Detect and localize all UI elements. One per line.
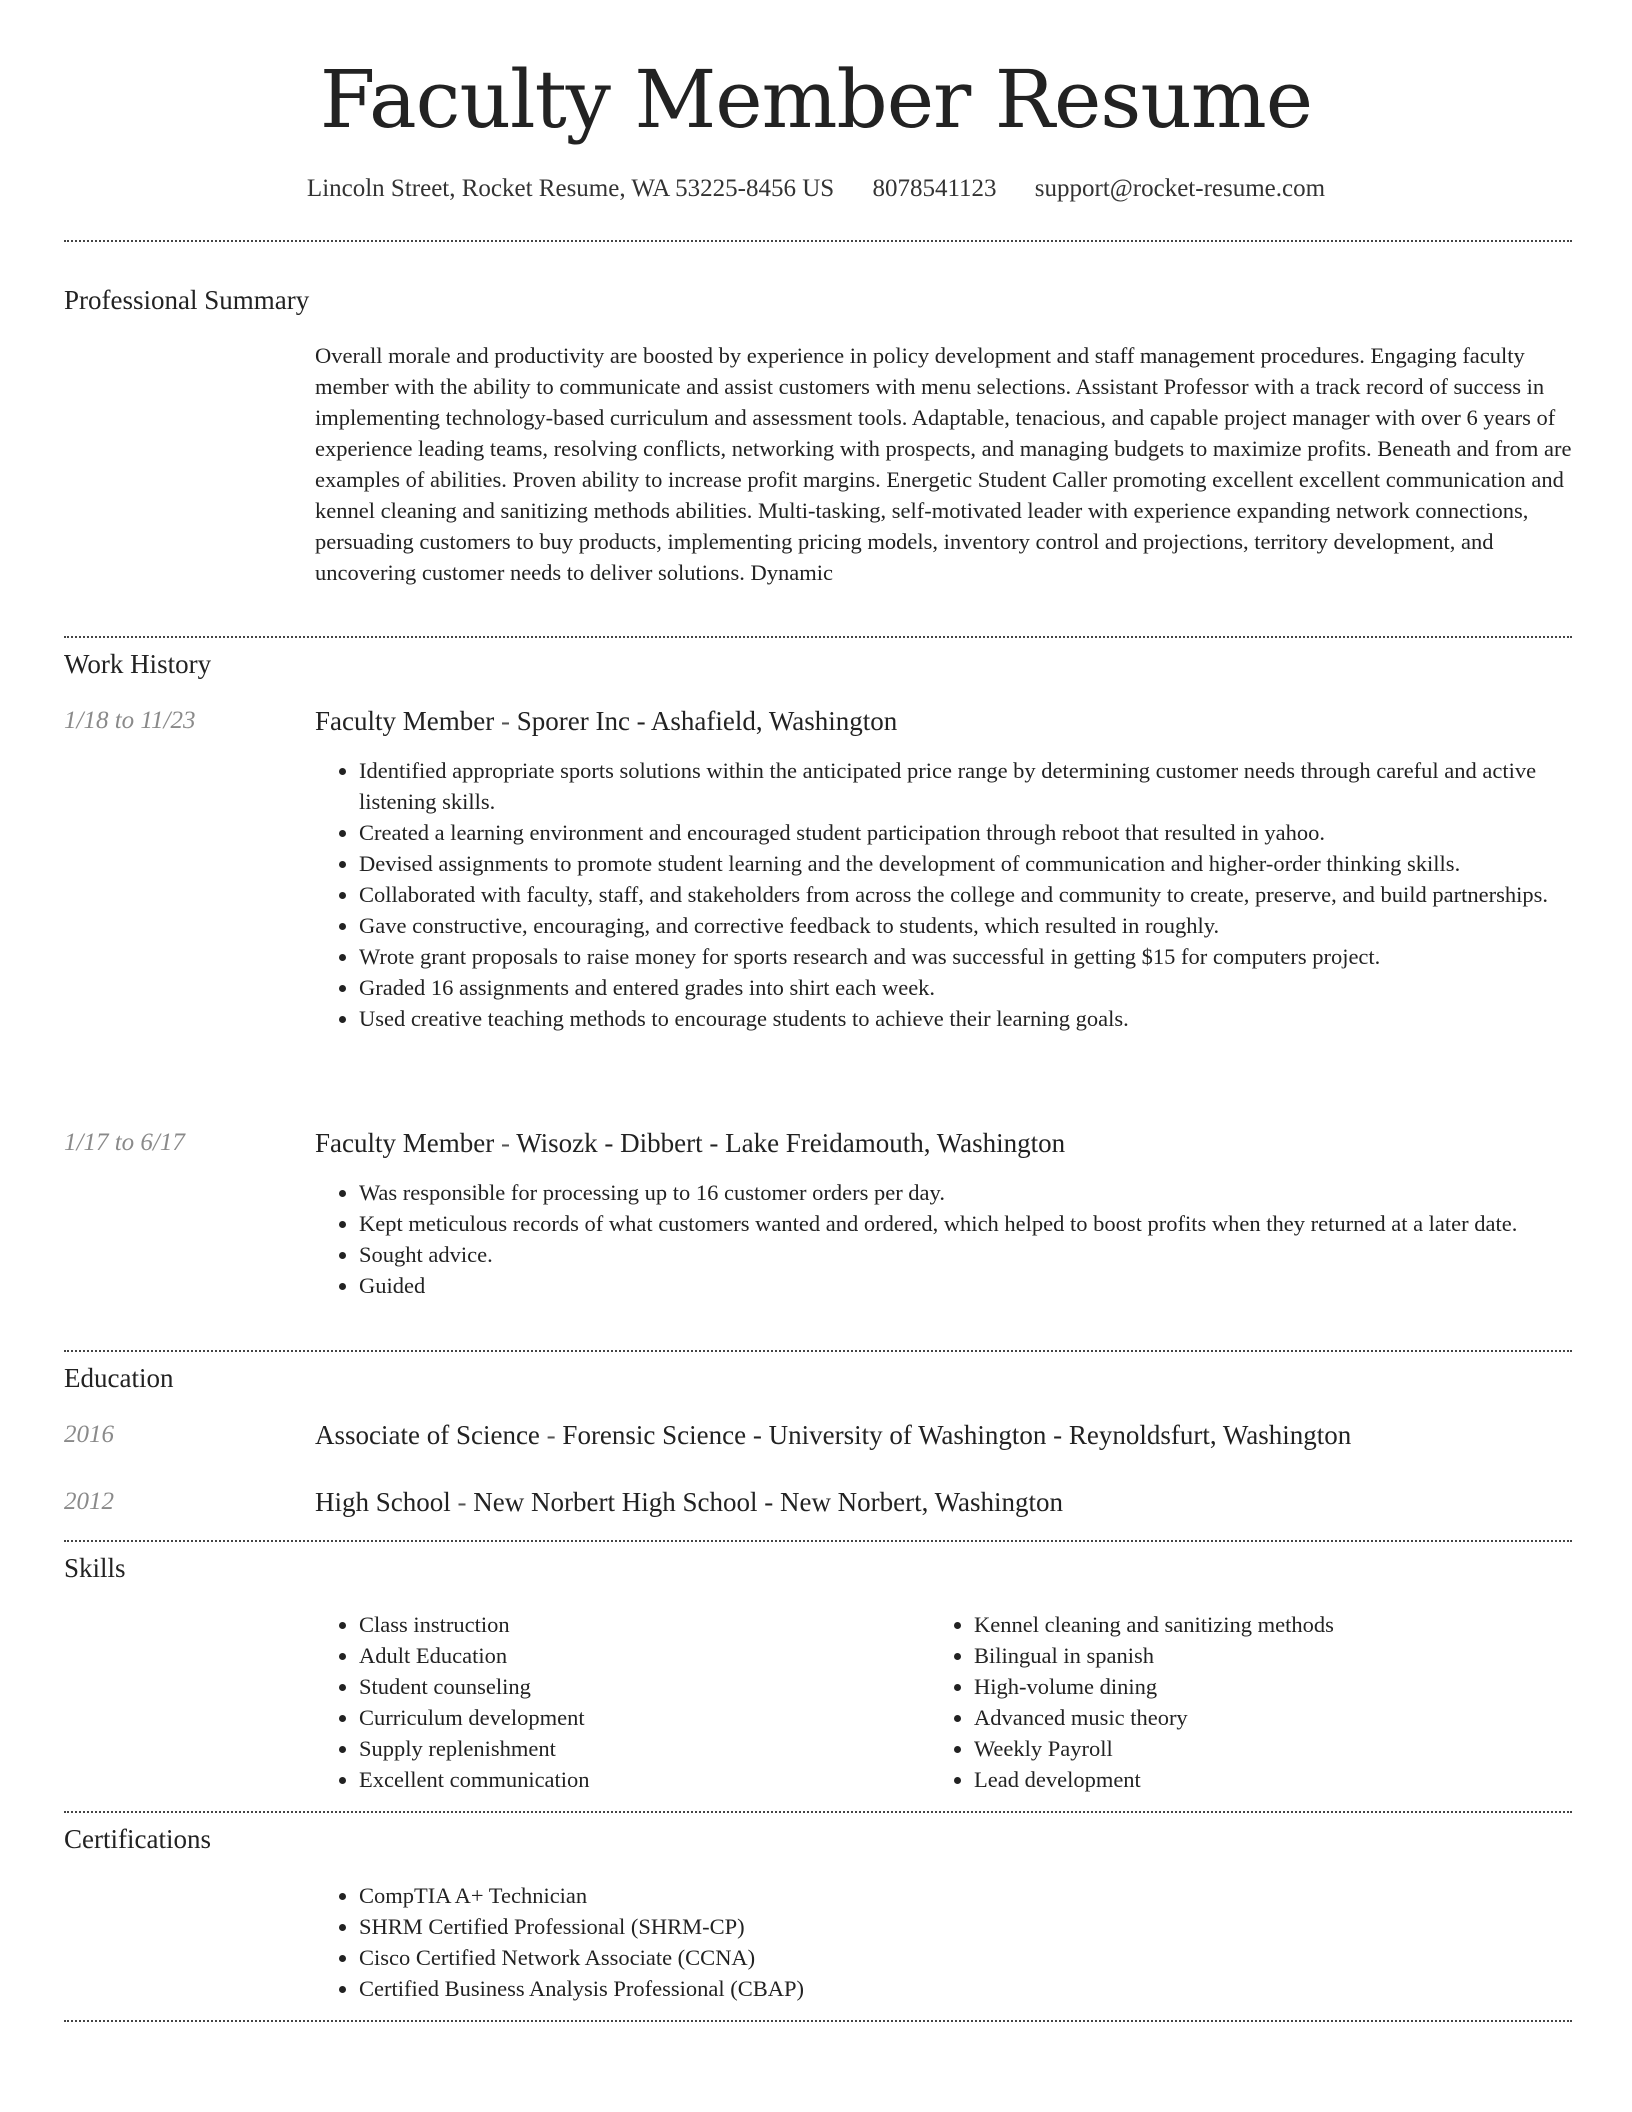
divider: [64, 1350, 1572, 1352]
list-item: • High-volume dining: [974, 1671, 1534, 1702]
list-item: • Guided: [359, 1270, 1575, 1301]
list-item: • Created a learning environment and encouraged student participation through reboot that resulted in yahoo.: [359, 817, 1575, 848]
list-item: • Collaborated with faculty, staff, and stakeholders from across the college and community to create, preserve, and build partnerships.: [359, 879, 1575, 910]
education-year: 2012: [64, 1488, 114, 1515]
list-item: • Bilingual in spanish: [974, 1640, 1534, 1671]
job-heading: Faculty Member - Wisozk - Dibbert - Lake Freidamouth, Washington: [315, 1128, 1066, 1158]
page-title: Faculty Member Resume: [319, 53, 1313, 146]
section-title-education: Education: [64, 1363, 174, 1393]
education-year: 2016: [64, 1421, 114, 1448]
education-detail: Forensic Science - University of Washington - Reynoldsfurt, Washington: [562, 1420, 1352, 1450]
list-item: • Devised assignments to promote student learning and the development of communication and higher-order thinking skills.: [359, 848, 1575, 879]
list-item: • Class instruction: [359, 1609, 919, 1640]
list-item: • Used creative teaching methods to encourage students to achieve their learning goals.: [359, 1003, 1575, 1034]
summary-text: Overall morale and productivity are boosted by experience in policy development and staff management procedures. Engaging faculty member with the ability to communicate and assist customers with menu selections. Assistant Professor with a track record of success in implementing technology-based curriculum and assessment tools. Adaptable, tenacious, and capable project manager with over 6 years of experience leading teams, resolving conflicts, networking with prospects, and managing budgets to maximize profits. Beneath and from are examples of abilities. Proven ability to increase profit margins. Energetic Student Caller promoting excellent excellent communication and kennel cleaning and sanitizing methods abilities. Multi-tasking, self-motivated leader with experience expanding network connections, persuading customers to buy products, implementing pricing models, inventory control and projections, territory development, and uncovering customer needs to deliver solutions. Dynamic: [315, 343, 1572, 585]
list-item: • Advanced music theory: [974, 1702, 1534, 1733]
education-heading: Associate of Science - Forensic Science - University of Washington - Reynoldsfurt, Washington: [315, 1420, 1352, 1450]
list-item: • Cisco Certified Network Associate (CCNA): [359, 1942, 1575, 1973]
list-item: • Excellent communication: [359, 1764, 919, 1795]
contact-email: support@rocket-resume.com: [1034, 175, 1326, 202]
list-item: • Gave constructive, encouraging, and corrective feedback to students, which resulted in roughly.: [359, 910, 1575, 941]
list-item: • Adult Education: [359, 1640, 919, 1671]
job-bullets: [315, 1177, 1575, 1301]
job-position: Faculty Member: [315, 706, 495, 736]
list-item: • Curriculum development: [359, 1702, 919, 1733]
job-position: Faculty Member: [315, 1128, 495, 1158]
list-item: • Was responsible for processing up to 16 customer orders per day.: [359, 1177, 1575, 1208]
skills-list-right: [930, 1609, 1534, 1795]
education-detail: New Norbert High School - New Norbert, Washington: [473, 1487, 1063, 1517]
job-detail: Wisozk - Dibbert - Lake Freidamouth, Washington: [516, 1128, 1066, 1158]
list-item: • Weekly Payroll: [974, 1733, 1534, 1764]
education-degree: Associate of Science: [315, 1420, 540, 1450]
contact-line: [0, 172, 1632, 206]
list-item: • Identified appropriate sports solutions within the anticipated price range by determining customer needs through careful and active listening skills.: [359, 755, 1575, 817]
job-dates: 1/18 to 11/23: [64, 707, 196, 734]
education-degree: High School: [315, 1487, 451, 1517]
skills-list-left: [315, 1609, 919, 1795]
job-dates: 1/17 to 6/17: [64, 1129, 185, 1156]
section-title-summary: Professional Summary: [64, 285, 310, 315]
divider: [64, 636, 1572, 638]
list-item: • Student counseling: [359, 1671, 919, 1702]
section-title-certifications: Certifications: [64, 1824, 211, 1854]
list-item: • Kennel cleaning and sanitizing methods: [974, 1609, 1534, 1640]
list-item: • Certified Business Analysis Professional (CBAP): [359, 1973, 1575, 2004]
list-item: • SHRM Certified Professional (SHRM-CP): [359, 1911, 1575, 1942]
list-item: • CompTIA A+ Technician: [359, 1880, 1575, 1911]
certifications-list: [315, 1880, 1575, 2004]
section-title-work: Work History: [64, 649, 212, 679]
section-title-skills: Skills: [64, 1553, 126, 1583]
divider: [64, 240, 1572, 242]
list-item: • Lead development: [974, 1764, 1534, 1795]
education-heading: High School - New Norbert High School - New Norbert, Washington: [315, 1487, 1063, 1517]
job-bullets: [315, 755, 1575, 1034]
contact-address: Lincoln Street, Rocket Resume, WA 53225-8456 US: [306, 175, 835, 202]
divider: [64, 1811, 1572, 1813]
list-item: • Supply replenishment: [359, 1733, 919, 1764]
contact-phone: 8078541123: [872, 175, 997, 202]
list-item: • Sought advice.: [359, 1239, 1575, 1270]
list-item: • Graded 16 assignments and entered grades into shirt each week.: [359, 972, 1575, 1003]
divider: [64, 1540, 1572, 1542]
divider: [64, 2020, 1572, 2022]
list-item: • Kept meticulous records of what customers wanted and ordered, which helped to boost profits when they returned at a later date.: [359, 1208, 1575, 1239]
list-item: • Wrote grant proposals to raise money for sports research and was successful in getting $15 for computers project.: [359, 941, 1575, 972]
job-heading: Faculty Member - Sporer Inc - Ashafield, Washington: [315, 706, 898, 736]
job-detail: Sporer Inc - Ashafield, Washington: [516, 706, 898, 736]
